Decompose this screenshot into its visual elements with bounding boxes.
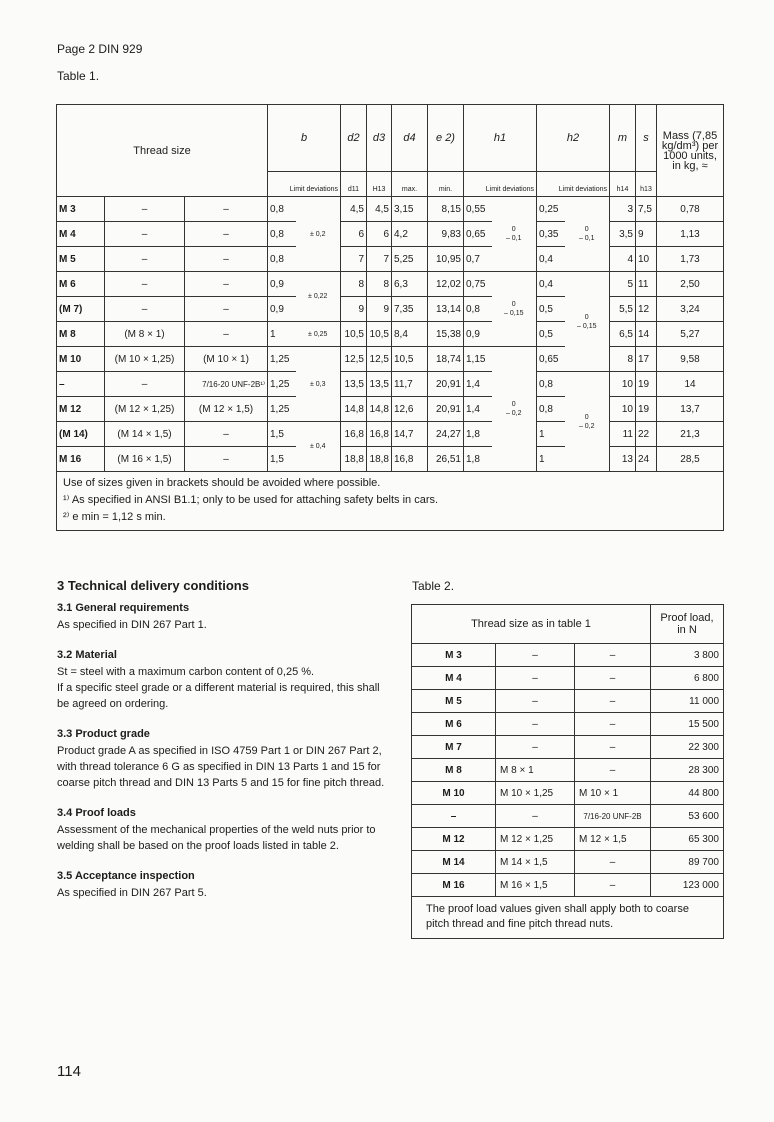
page-number: 114 — [57, 1063, 81, 1080]
page-header: Page 2 DIN 929 — [57, 42, 143, 56]
mass-cell: 28,5 — [657, 447, 724, 472]
table-row — [57, 422, 724, 447]
d2-cell: 7 — [341, 247, 367, 272]
b-deviation-cell: ± 0,25 — [296, 322, 341, 347]
h2-cell: 0,5 — [537, 297, 565, 322]
t2-fine-thread-2-cell: M 10 × 1 — [575, 782, 651, 805]
h1-cell: 1,4 — [464, 372, 492, 397]
t2-fine-thread-1-cell: M 16 × 1,5 — [496, 874, 575, 897]
section-3-4-heading: 3.4 Proof loads — [57, 807, 136, 819]
s-cell: 7,5 — [636, 197, 657, 222]
t2-fine-thread-2-cell: – — [575, 644, 651, 667]
mass-cell: 14 — [657, 372, 724, 397]
table-row — [57, 222, 724, 247]
fine-thread-1-cell: – — [105, 247, 185, 272]
table-row — [57, 447, 724, 472]
e-cell: 10,95 — [428, 247, 464, 272]
thread-size-cell: – — [57, 372, 105, 397]
h2-cell: 0,65 — [537, 347, 565, 372]
d3-cell: 10,5 — [367, 322, 392, 347]
fine-thread-1-cell: (M 14 × 1,5) — [105, 422, 185, 447]
fine-thread-2-cell: – — [185, 272, 268, 297]
footnote-1: ¹⁾ As specified in ANSI B1.1; only to be used for attaching safety belts in cars. — [63, 494, 439, 506]
table-row — [412, 736, 724, 759]
header-mass: Mass (7,85 kg/dm³) per 1000 units, in kg, ≈ — [657, 105, 724, 197]
s-cell: 24 — [636, 447, 657, 472]
mass-cell: 1,13 — [657, 222, 724, 247]
h1-cell: 1,8 — [464, 422, 492, 447]
t2-thread-size-cell: M 6 — [412, 713, 496, 736]
fine-thread-1-cell: (M 12 × 1,25) — [105, 397, 185, 422]
header-d2: d2 — [341, 105, 367, 172]
d3-cell: 6 — [367, 222, 392, 247]
t2-fine-thread-2-cell: – — [575, 690, 651, 713]
t2-fine-thread-1-cell: M 12 × 1,25 — [496, 828, 575, 851]
m-cell: 6,5 — [610, 322, 636, 347]
thread-size-cell: M 6 — [57, 272, 105, 297]
d3-cell: 4,5 — [367, 197, 392, 222]
section-3-4-text: Assessment of the mechanical properties of the weld nuts prior to welding shall be based on the proof loads listed in table 2. — [57, 824, 376, 852]
table1-caption: Table 1. — [57, 69, 100, 83]
s-cell: 14 — [636, 322, 657, 347]
header-m: m — [610, 105, 636, 172]
d3-cell: 12,5 — [367, 347, 392, 372]
t2-fine-thread-1-cell: M 10 × 1,25 — [496, 782, 575, 805]
mass-cell: 1,73 — [657, 247, 724, 272]
d2-cell: 6 — [341, 222, 367, 247]
fine-thread-2-cell: – — [185, 322, 268, 347]
thread-size-cell: M 8 — [57, 322, 105, 347]
d2-cell: 18,8 — [341, 447, 367, 472]
d3-cell: 8 — [367, 272, 392, 297]
t2-proof-load-cell: 89 700 — [651, 851, 724, 874]
fine-thread-1-cell: – — [105, 272, 185, 297]
t2-proof-load-cell: 44 800 — [651, 782, 724, 805]
h2-cell: 1 — [537, 447, 565, 472]
thread-size-cell: M 10 — [57, 347, 105, 372]
t2-thread-size-cell: M 7 — [412, 736, 496, 759]
table-row — [57, 347, 724, 372]
sub-m: h14 — [610, 172, 636, 197]
table2-proof-loads — [411, 604, 724, 939]
d4-cell: 8,4 — [392, 322, 428, 347]
section-3 — [57, 578, 387, 901]
e-cell: 15,38 — [428, 322, 464, 347]
sub-d3: H13 — [367, 172, 392, 197]
h2-cell: 0,4 — [537, 247, 565, 272]
s-cell: 10 — [636, 247, 657, 272]
d4-cell: 12,6 — [392, 397, 428, 422]
table-row — [412, 828, 724, 851]
t2-proof-load-cell: 65 300 — [651, 828, 724, 851]
b-cell: 0,8 — [268, 247, 296, 272]
t2-fine-thread-2-cell: – — [575, 736, 651, 759]
table-row — [412, 644, 724, 667]
s-cell: 17 — [636, 347, 657, 372]
fine-thread-2-cell: – — [185, 197, 268, 222]
m-cell: 10 — [610, 372, 636, 397]
m-cell: 3,5 — [610, 222, 636, 247]
h1-cell: 0,9 — [464, 322, 492, 347]
e-cell: 8,15 — [428, 197, 464, 222]
h2-cell: 0,25 — [537, 197, 565, 222]
h2-cell: 0,4 — [537, 272, 565, 297]
table2-footnote: The proof load values given shall apply both to coarse pitch thread and fine pitch thread nuts. — [412, 897, 724, 939]
d2-cell: 16,8 — [341, 422, 367, 447]
d2-cell: 14,8 — [341, 397, 367, 422]
mass-cell: 2,50 — [657, 272, 724, 297]
fine-thread-2-cell: – — [185, 222, 268, 247]
m-cell: 4 — [610, 247, 636, 272]
t2-fine-thread-2-cell: – — [575, 759, 651, 782]
s-cell: 19 — [636, 372, 657, 397]
mass-cell: 13,7 — [657, 397, 724, 422]
e-cell: 18,74 — [428, 347, 464, 372]
sub-h1-limit: Limit deviations — [464, 172, 537, 197]
d4-cell: 7,35 — [392, 297, 428, 322]
d4-cell: 3,15 — [392, 197, 428, 222]
t2-fine-thread-2-cell: – — [575, 851, 651, 874]
fine-thread-2-cell: (M 10 × 1) — [185, 347, 268, 372]
t2-proof-load-cell: 53 600 — [651, 805, 724, 828]
header-e: e 2) — [428, 105, 464, 172]
fine-thread-1-cell: (M 8 × 1) — [105, 322, 185, 347]
h1-cell: 1,4 — [464, 397, 492, 422]
thread-size-cell: M 4 — [57, 222, 105, 247]
h2-cell: 1 — [537, 422, 565, 447]
b-cell: 0,8 — [268, 222, 296, 247]
t2-proof-load-cell: 3 800 — [651, 644, 724, 667]
table-row — [57, 197, 724, 222]
b-cell: 1,25 — [268, 372, 296, 397]
t2-fine-thread-2-cell: 7/16-20 UNF-2B — [575, 805, 651, 828]
t2-fine-thread-1-cell: – — [496, 805, 575, 828]
table-row — [412, 874, 724, 897]
t2-thread-size-cell: M 12 — [412, 828, 496, 851]
m-cell: 5 — [610, 272, 636, 297]
header-h1: h1 — [464, 105, 537, 172]
footnote-2: ²⁾ e min = 1,12 s min. — [63, 511, 166, 523]
table-row — [57, 297, 724, 322]
fine-thread-2-cell: – — [185, 247, 268, 272]
fine-thread-2-cell: – — [185, 297, 268, 322]
header-d4: d4 — [392, 105, 428, 172]
footnote-brackets: Use of sizes given in brackets should be avoided where possible. — [63, 477, 381, 489]
b-cell: 1,5 — [268, 447, 296, 472]
m-cell: 13 — [610, 447, 636, 472]
section-3-title: 3 Technical delivery conditions — [57, 578, 249, 593]
header-d3: d3 — [367, 105, 392, 172]
sub-d4: max. — [392, 172, 428, 197]
t2-header-load: Proof load, in N — [651, 605, 724, 644]
t2-thread-size-cell: M 14 — [412, 851, 496, 874]
s-cell: 11 — [636, 272, 657, 297]
h1-cell: 1,8 — [464, 447, 492, 472]
table-row — [57, 322, 724, 347]
h1-cell: 0,75 — [464, 272, 492, 297]
fine-thread-1-cell: – — [105, 297, 185, 322]
h1-cell: 1,15 — [464, 347, 492, 372]
table1-dimensions — [56, 104, 724, 531]
h2-cell: 0,8 — [537, 397, 565, 422]
t2-proof-load-cell: 11 000 — [651, 690, 724, 713]
t2-fine-thread-1-cell: M 8 × 1 — [496, 759, 575, 782]
s-cell: 12 — [636, 297, 657, 322]
header-b: b — [268, 105, 341, 172]
table-row — [412, 690, 724, 713]
d3-cell: 13,5 — [367, 372, 392, 397]
e-cell: 26,51 — [428, 447, 464, 472]
d2-cell: 8 — [341, 272, 367, 297]
fine-thread-2-cell: – — [185, 447, 268, 472]
table-row — [57, 247, 724, 272]
b-deviation-cell: ± 0,22 — [296, 272, 341, 322]
t2-thread-size-cell: – — [412, 805, 496, 828]
table-row — [57, 272, 724, 297]
sub-h2-limit: Limit deviations — [537, 172, 610, 197]
table-row — [412, 759, 724, 782]
s-cell: 22 — [636, 422, 657, 447]
section-3-5-heading: 3.5 Acceptance inspection — [57, 870, 195, 882]
e-cell: 13,14 — [428, 297, 464, 322]
table-row — [57, 397, 724, 422]
b-cell: 1,25 — [268, 397, 296, 422]
table-row — [412, 782, 724, 805]
b-deviation-cell: ± 0,3 — [296, 347, 341, 422]
e-cell: 20,91 — [428, 397, 464, 422]
sub-s: h13 — [636, 172, 657, 197]
t2-thread-size-cell: M 10 — [412, 782, 496, 805]
m-cell: 8 — [610, 347, 636, 372]
d3-cell: 9 — [367, 297, 392, 322]
d2-cell: 10,5 — [341, 322, 367, 347]
table1-footnotes — [57, 472, 724, 531]
fine-thread-1-cell: – — [105, 372, 185, 397]
fine-thread-1-cell: (M 10 × 1,25) — [105, 347, 185, 372]
section-3-3-heading: 3.3 Product grade — [57, 728, 150, 740]
h1-cell: 0,8 — [464, 297, 492, 322]
t2-thread-size-cell: M 8 — [412, 759, 496, 782]
d4-cell: 10,5 — [392, 347, 428, 372]
t2-proof-load-cell: 15 500 — [651, 713, 724, 736]
h2-cell: 0,5 — [537, 322, 565, 347]
d2-cell: 12,5 — [341, 347, 367, 372]
d4-cell: 11,7 — [392, 372, 428, 397]
section-3-1-heading: 3.1 General requirements — [57, 602, 190, 614]
t2-fine-thread-1-cell: – — [496, 690, 575, 713]
sub-e: min. — [428, 172, 464, 197]
t2-thread-size-cell: M 16 — [412, 874, 496, 897]
h1-cell: 0,7 — [464, 247, 492, 272]
header-s: s — [636, 105, 657, 172]
fine-thread-2-cell: 7/16-20 UNF-2B¹⁾ — [185, 372, 268, 397]
section-3-2-text2: If a specific steel grade or a different material is required, this shall be agreed on ordering. — [57, 682, 380, 710]
t2-fine-thread-2-cell: – — [575, 713, 651, 736]
section-3-2-heading: 3.2 Material — [57, 649, 117, 661]
e-cell: 24,27 — [428, 422, 464, 447]
table-row — [412, 851, 724, 874]
header-thread-size: Thread size — [57, 105, 268, 197]
d4-cell: 5,25 — [392, 247, 428, 272]
m-cell: 11 — [610, 422, 636, 447]
e-cell: 20,91 — [428, 372, 464, 397]
d3-cell: 18,8 — [367, 447, 392, 472]
m-cell: 10 — [610, 397, 636, 422]
header-h2: h2 — [537, 105, 610, 172]
h1-deviation-cell: 0 – 0,1 — [492, 197, 537, 272]
section-3-3-text: Product grade A as specified in ISO 4759 Part 1 or DIN 267 Part 2, with thread tolerance 6 G as specified in DIN 13 Parts 1 and 15 for coarse pitch thread and DIN 13 Parts 5 and 15 for fine pitch thread. — [57, 745, 385, 789]
fine-thread-1-cell: – — [105, 197, 185, 222]
thread-size-cell: M 3 — [57, 197, 105, 222]
h1-cell: 0,55 — [464, 197, 492, 222]
h2-deviation-cell: 0 – 0,2 — [565, 372, 610, 472]
d4-cell: 14,7 — [392, 422, 428, 447]
mass-cell: 0,78 — [657, 197, 724, 222]
t2-fine-thread-2-cell: M 12 × 1,5 — [575, 828, 651, 851]
d2-cell: 4,5 — [341, 197, 367, 222]
t2-fine-thread-1-cell: – — [496, 667, 575, 690]
thread-size-cell: M 5 — [57, 247, 105, 272]
mass-cell: 3,24 — [657, 297, 724, 322]
h1-cell: 0,65 — [464, 222, 492, 247]
h2-deviation-cell: 0 – 0,15 — [565, 272, 610, 372]
mass-cell: 5,27 — [657, 322, 724, 347]
sub-b-limit: Limit deviations — [268, 172, 341, 197]
section-3-2-text: St = steel with a maximum carbon content of 0,25 %. — [57, 666, 315, 678]
fine-thread-1-cell: – — [105, 222, 185, 247]
b-cell: 0,9 — [268, 297, 296, 322]
t2-thread-size-cell: M 4 — [412, 667, 496, 690]
b-cell: 1 — [268, 322, 296, 347]
fine-thread-1-cell: (M 16 × 1,5) — [105, 447, 185, 472]
e-cell: 9,83 — [428, 222, 464, 247]
thread-size-cell: M 12 — [57, 397, 105, 422]
t2-fine-thread-1-cell: – — [496, 736, 575, 759]
d4-cell: 6,3 — [392, 272, 428, 297]
table-row — [412, 713, 724, 736]
thread-size-cell: (M 14) — [57, 422, 105, 447]
s-cell: 19 — [636, 397, 657, 422]
t2-proof-load-cell: 22 300 — [651, 736, 724, 759]
t2-proof-load-cell: 28 300 — [651, 759, 724, 782]
table-row — [57, 372, 724, 397]
t2-fine-thread-2-cell: – — [575, 667, 651, 690]
h2-deviation-cell: 0 – 0,1 — [565, 197, 610, 272]
t2-thread-size-cell: M 3 — [412, 644, 496, 667]
d2-cell: 13,5 — [341, 372, 367, 397]
d3-cell: 14,8 — [367, 397, 392, 422]
table-row — [412, 805, 724, 828]
d3-cell: 16,8 — [367, 422, 392, 447]
d4-cell: 16,8 — [392, 447, 428, 472]
m-cell: 3 — [610, 197, 636, 222]
t2-fine-thread-1-cell: – — [496, 644, 575, 667]
d4-cell: 4,2 — [392, 222, 428, 247]
d2-cell: 9 — [341, 297, 367, 322]
thread-size-cell: (M 7) — [57, 297, 105, 322]
s-cell: 9 — [636, 222, 657, 247]
h2-cell: 0,8 — [537, 372, 565, 397]
table2-caption: Table 2. — [412, 579, 455, 593]
t2-fine-thread-1-cell: M 14 × 1,5 — [496, 851, 575, 874]
b-cell: 1,25 — [268, 347, 296, 372]
h2-cell: 0,35 — [537, 222, 565, 247]
b-cell: 0,9 — [268, 272, 296, 297]
table-row — [412, 667, 724, 690]
b-cell: 0,8 — [268, 197, 296, 222]
t2-header-thread: Thread size as in table 1 — [412, 605, 651, 644]
e-cell: 12,02 — [428, 272, 464, 297]
m-cell: 5,5 — [610, 297, 636, 322]
thread-size-cell: M 16 — [57, 447, 105, 472]
mass-cell: 21,3 — [657, 422, 724, 447]
section-3-1-text: As specified in DIN 267 Part 1. — [57, 619, 207, 631]
t2-proof-load-cell: 6 800 — [651, 667, 724, 690]
t2-fine-thread-2-cell: – — [575, 874, 651, 897]
sub-d2: d11 — [341, 172, 367, 197]
d3-cell: 7 — [367, 247, 392, 272]
b-cell: 1,5 — [268, 422, 296, 447]
fine-thread-2-cell: (M 12 × 1,5) — [185, 397, 268, 422]
section-3-5-text: As specified in DIN 267 Part 5. — [57, 887, 207, 899]
t2-fine-thread-1-cell: – — [496, 713, 575, 736]
b-deviation-cell: ± 0,2 — [296, 197, 341, 272]
fine-thread-2-cell: – — [185, 422, 268, 447]
mass-cell: 9,58 — [657, 347, 724, 372]
h1-deviation-cell: 0 – 0,15 — [492, 272, 537, 347]
b-deviation-cell: ± 0,4 — [296, 422, 341, 472]
h1-deviation-cell: 0 – 0,2 — [492, 347, 537, 472]
t2-proof-load-cell: 123 000 — [651, 874, 724, 897]
t2-thread-size-cell: M 5 — [412, 690, 496, 713]
